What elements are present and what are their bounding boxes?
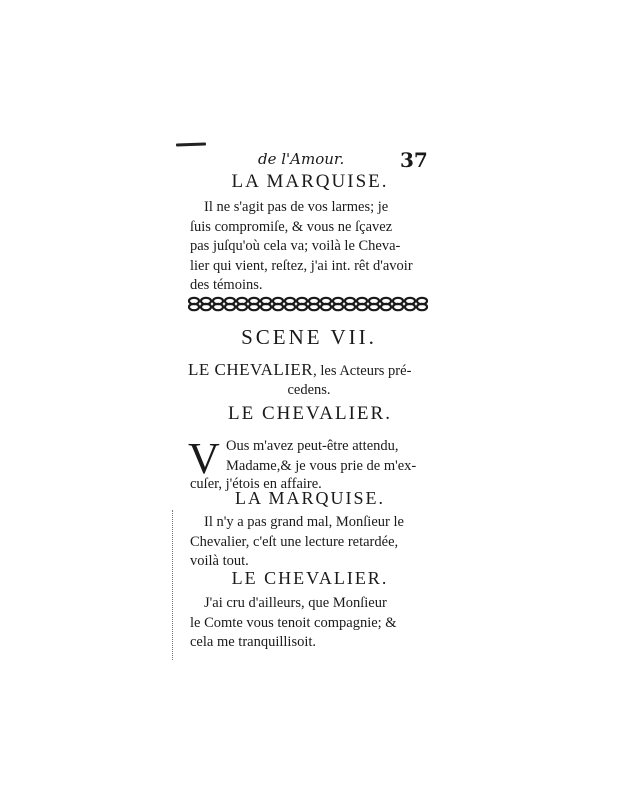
ornament-loop — [381, 304, 391, 310]
speech-line: Il n'y a pas grand mal, Monſieur le — [204, 514, 404, 530]
speech-line: le Comte vous tenoit compagnie; & — [190, 614, 397, 631]
speaker-la-marquise-1: LA MARQUISE. — [231, 171, 389, 192]
speaker-la-marquise-2: LA MARQUISE. — [234, 488, 385, 508]
running-header: de l'Amour. — [258, 150, 345, 168]
ornamental-band — [188, 294, 430, 314]
ornament-loop — [189, 304, 199, 310]
ornament-loop — [201, 304, 211, 310]
speaker-le-chevalier-2: LE CHEVALIER. — [231, 568, 389, 588]
cast-line-2: cedens. — [287, 382, 331, 398]
speech-line: Madame,& je vous prie de m'ex- — [226, 457, 417, 474]
ornament-loop — [249, 304, 259, 310]
speech-line: ſuis compromiſe, & vous ne ſçavez — [190, 218, 393, 235]
ornament-loop — [417, 304, 427, 310]
speech-le-chevalier-1 — [226, 437, 436, 476]
ornament-loop — [297, 304, 307, 310]
ornament-loop — [333, 304, 343, 310]
ornament-loop — [393, 304, 403, 310]
ornament-loop — [309, 304, 319, 310]
speech-line: J'ai cru d'ailleurs, que Monſieur — [204, 595, 387, 611]
speech-line: voilà tout. — [190, 553, 249, 569]
ornament-loop — [285, 304, 295, 310]
ornament-loop — [213, 304, 223, 310]
ornament-loop — [369, 304, 379, 310]
drop-cap: V — [188, 434, 220, 483]
scene-title: SCENE VII. — [241, 325, 377, 349]
speech-le-chevalier-2 — [190, 594, 430, 653]
speaker-le-chevalier-1: LE CHEVALIER. — [228, 403, 392, 424]
speech-line: pas juſqu'où cela va; voilà le Cheva- — [190, 238, 401, 254]
ornament-loop — [357, 304, 367, 310]
speech-line: Il ne s'agit pas de vos larmes; je — [204, 199, 389, 215]
ornament-loop — [225, 304, 235, 310]
cast-caps: LE CHEVALIER — [188, 360, 314, 379]
ornament-loop — [345, 304, 355, 310]
margin-specks — [172, 510, 179, 660]
cast-line — [188, 360, 430, 381]
header-rule — [176, 142, 206, 146]
speech-la-marquise-2 — [190, 513, 430, 572]
ornament-loop — [273, 304, 283, 310]
speech-line: cela me tranquillisoit. — [190, 634, 317, 650]
ornament-loop — [405, 304, 415, 310]
speech-line: lier qui vient, reſtez, j'ai int. rêt d'avoir — [190, 257, 413, 274]
speech-line: Chevalier, c'eſt une lecture retardée, — [190, 533, 399, 550]
ornament-loop — [237, 304, 247, 310]
ornament-loop — [321, 304, 331, 310]
speech-line: cuſer, j'étois en affaire. — [190, 476, 322, 492]
cast-list — [188, 360, 430, 400]
speech-line: Ous m'avez peut-être attendu, — [226, 438, 399, 454]
page-number: 37 — [400, 148, 428, 172]
speech-la-marquise-1 — [190, 198, 430, 296]
speech-line: des témoins. — [190, 277, 263, 293]
ornament-loop — [261, 304, 271, 310]
cast-rest: , les Acteurs pré- — [313, 363, 412, 379]
